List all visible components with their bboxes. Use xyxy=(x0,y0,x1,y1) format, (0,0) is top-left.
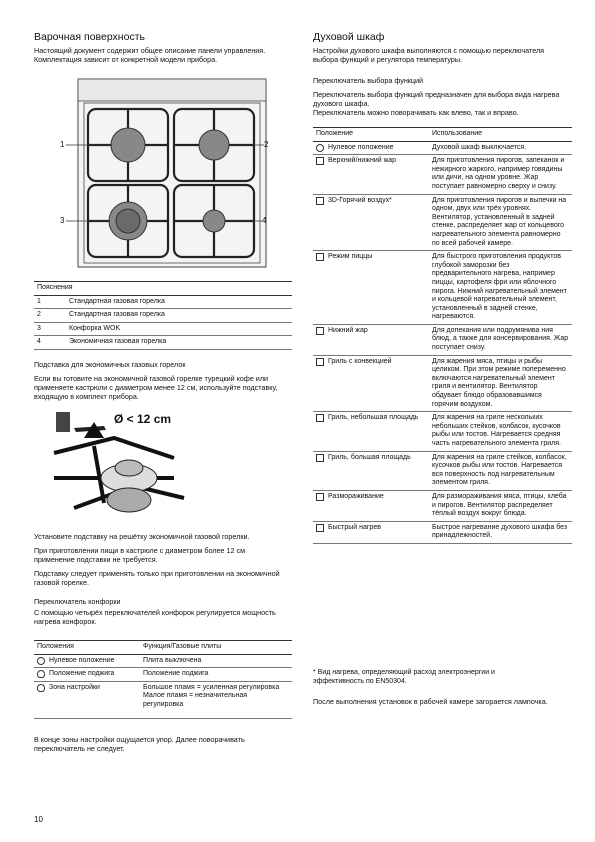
oven-title: Духовой шкаф xyxy=(313,31,385,43)
flame-range-icon xyxy=(37,684,45,692)
table-row: Положение поджига Положение поджига xyxy=(34,668,292,682)
table-row: 3 Конфорка WOK xyxy=(34,322,292,336)
burner-positions-table: Положения Функция/Газовые плиты Нулевое положение Плита выключена Положение поджига Положение поджига Зона настройки Большое пламя = усиленная регулировка Малое пламя = незначительная регулировка xyxy=(34,640,292,719)
diagram-label-1: 1 xyxy=(60,140,65,149)
table-row: Гриль, большая площадь Для жарения на гриле стейков, колбасок, кусочков рыбы или тостов. Нагревается вся поверхность под нагревательным элементом гриля. xyxy=(313,451,572,490)
table-row: Нижний жар Для допекания или подрумянива ния блюд, а также для консервирования. Жар поступает снизу. xyxy=(313,324,572,355)
table-row: Размораживание Для размораживания мяса, птицы, хлеба и пирогов. Вентилятор распределяет тёплый воздух вокруг блюда. xyxy=(313,490,572,521)
pizza-icon xyxy=(316,253,324,261)
table-row: Нулевое положение Плита выключена xyxy=(34,654,292,668)
table-row: 1 Стандартная газовая горелка xyxy=(34,295,292,309)
top-bottom-heat-icon xyxy=(316,157,324,165)
switch-text: С помощью четырёх переключателей конфорок регулируется мощность нагрева конфорок. xyxy=(34,608,276,626)
stand-after-2: При приготовлении пищи в кастрюле с диаметром более 12 см применение подставки не требуется. xyxy=(34,546,246,564)
stand-text: Если вы готовите на экономичной газовой горелке турецкий кофе или применяете кастрюли с диаметром менее 12 см, используйте подставку, входящую в комплект прибора. xyxy=(34,374,278,401)
table-row: Режим пиццы Для быстрого приготовления продуктов глубокой заморозки без предварительного нагрева, например пиццы, картофеля фри или яблочного пирога. Нижний нагревательный элемент и кольцевой нагревательный элемент, установленный в задней стенке, нагреваются. xyxy=(313,251,572,325)
circle-icon xyxy=(37,657,45,665)
page-number: 10 xyxy=(34,815,43,824)
table-row: 2 Стандартная газовая горелка xyxy=(34,309,292,323)
selector-text-1: Переключатель выбора функций предназначен для выбора вида нагрева духового шкафа. xyxy=(313,90,560,108)
selector-text-2: Переключатель можно поворачивать как влево, так и вправо. xyxy=(313,108,519,117)
table-row: Быстрый нагрев Быстрое нагревание духового шкафа без принадлежностей. xyxy=(313,521,572,543)
footnote: * Вид нагрева, определяющий расход электроэнергии и эффективность по EN50304. xyxy=(313,669,495,685)
oven-intro: Настройки духового шкафа выполняются с помощью переключателя выбора функций и регулятора температуры. xyxy=(313,46,545,64)
hob-title: Варочная поверхность xyxy=(34,31,145,43)
3d-hot-air-icon xyxy=(316,197,324,205)
quick-heat-icon xyxy=(316,524,324,532)
diagram-label-3: 3 xyxy=(60,216,65,225)
flame-icon xyxy=(37,670,45,678)
end-text: В конце зоны настройки ощущается упор. Далее поворачивать переключатель не следует. xyxy=(34,735,245,753)
bottom-heat-icon xyxy=(316,327,324,335)
small-grill-icon xyxy=(316,414,324,422)
selector-heading: Переключатель выбора функций xyxy=(313,76,424,85)
table-row: Верхний/нижний жар Для приготовления пирогов, запеканок и нежирного жаркого, например говядины или дичи, на одном уровне. Жар поступает равномерно сверху и снизу. xyxy=(313,155,572,194)
switch-heading: Переключатель конфорки xyxy=(34,597,121,606)
zero-icon xyxy=(316,144,324,152)
oven-functions-table: Положение Использование Нулевое положение Духовой шкаф выключается. Верхний/нижний жар Для приготовления пирогов, запеканок и нежирного жаркого, например говядины или дичи, на одном уровне. Жар поступает равномерно сверху и снизу. 3D-Горячий воздух* Для приготовления пирогов и выпечки на одном, двух или трёх уровнях. Вентилятор, установленный в задней стенке, распределяет жар от кольцевого нагревательного элемента равномерно по всей рабочей камере. Режим пиццы Для быстрого приготовления продуктов глубокой заморозки без предварительного нагрева, например пиццы, картофеля фри или яблочного пирога. Нижний нагревательный элемент и кольцевой нагревательный элемент, установленный в задней стенке, нагреваются. Нижний жар Для допекания или подрумянива ния блюд, а также для консервирования. Жар поступает снизу. Гриль с конвекцией Для жарения мяса, птицы и рыбы целиком. При этом режиме попеременно включаются нагревательный элемент гриля и вентилятор. Вентилятор обдувает блюдо образовавшимся горячим воздухом. Гриль, небольшая площадь Для жарения на гриле нескольких небольших стейков, колбасок, кусочков рыбы или тостов. Нагревается средняя часть нагревательного элемента гриля. Гриль, большая площадь Для жарения на гриле стейков, колбасок, кусочков рыбы или тостов. Нагревается вся поверхность под нагревательным элементом гриля. Размораживание Для размораживания мяса, птицы, хлеба и пирогов. Вентилятор распределяет тёплый воздух вокруг блюда. Быстрый нагрев Быстрое нагревание духового шкафа без принадлежностей. xyxy=(313,127,572,544)
diagram-label-4: 4 xyxy=(262,216,267,225)
defrost-icon xyxy=(316,493,324,501)
hob-legend-table xyxy=(34,281,292,350)
legend-header: Пояснения xyxy=(34,282,292,296)
large-grill-icon xyxy=(316,454,324,462)
diagram-label-2: 2 xyxy=(264,140,269,149)
stand-after-1: Установите подставку на решётку экономичной газовой горелки. xyxy=(34,532,250,541)
stand-heading: Подставка для экономичных газовых горелок xyxy=(34,360,186,369)
hob-diagram xyxy=(34,75,289,280)
stand-after-3: Подставку следует применять только при приготовлении на экономичной газовой горелке. xyxy=(34,569,280,587)
table-row: Гриль, небольшая площадь Для жарения на гриле нескольких небольших стейков, колбасок, кусочков рыбы или тостов. Нагревается средняя часть нагревательного элемента гриля. xyxy=(313,412,572,451)
table-row: Нулевое положение Духовой шкаф выключается. xyxy=(313,141,572,155)
after-text: После выполнения установок в рабочей камере загорается лампочка. xyxy=(313,697,548,706)
grill-fan-icon xyxy=(316,358,324,366)
hob-intro: Настоящий документ содержит общее описание панели управления. Комплектация зависит от конкретной модели прибора. xyxy=(34,46,266,64)
table-row: Зона настройки Большое пламя = усиленная регулировка Малое пламя = незначительная регулировка xyxy=(34,681,292,718)
table-row: Гриль с конвекцией Для жарения мяса, птицы и рыбы целиком. При этом режиме попеременно включаются нагревательный элемент гриля и вентилятор. Вентилятор обдувает блюдо образовавшимся горячим воздухом. xyxy=(313,355,572,412)
table-row: 4 Экономичная газовая горелка xyxy=(34,336,292,350)
table-row: 3D-Горячий воздух* Для приготовления пирогов и выпечки на одном, двух или трёх уровнях. Вентилятор, установленный в задней стенке, распределяет жар от кольцевого нагревательного элемента равномерно по всей рабочей камере. xyxy=(313,194,572,251)
stand-diameter-label: Ø < 12 cm xyxy=(114,412,172,426)
